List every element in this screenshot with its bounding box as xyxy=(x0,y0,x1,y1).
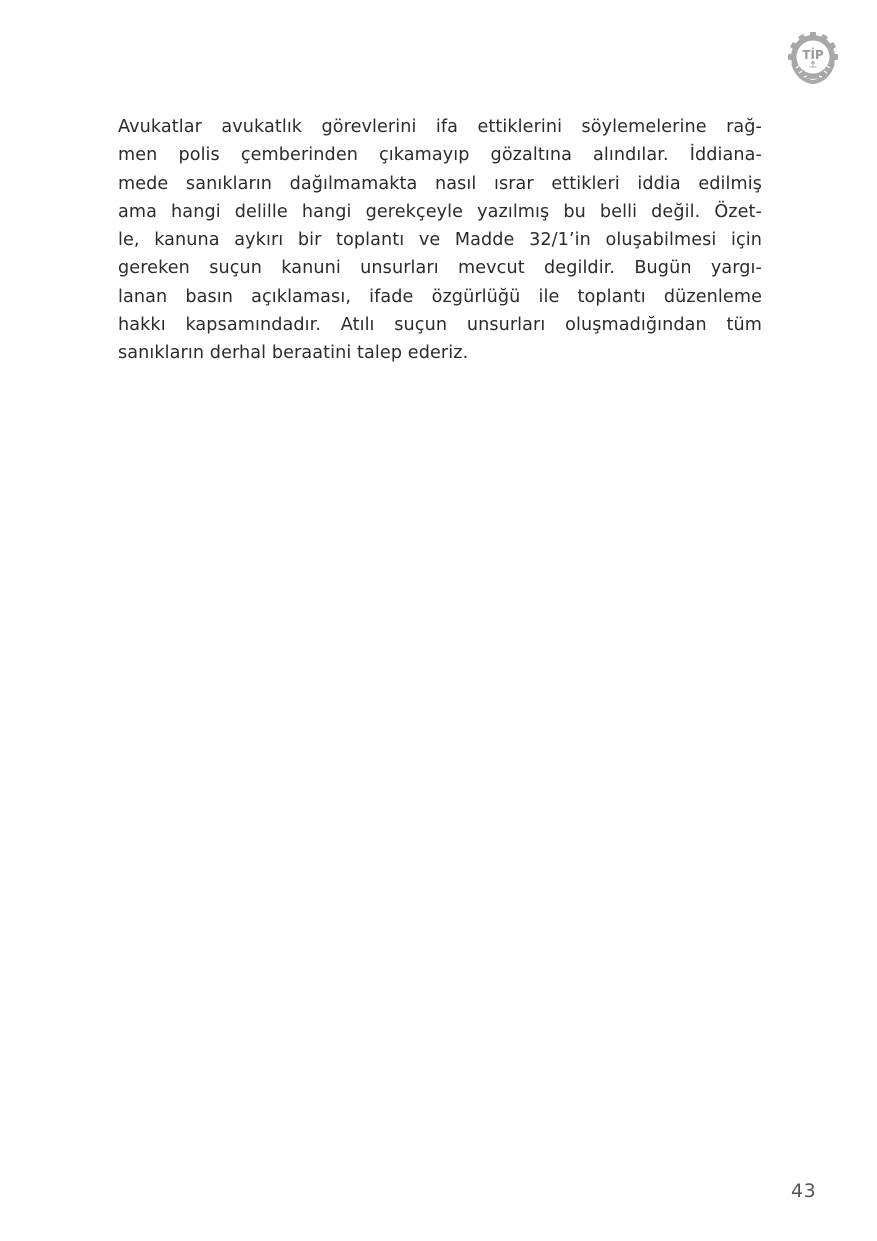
text-line: hakkı kapsamındadır. Atılı suçun unsurları oluşmadığından tüm xyxy=(118,315,762,336)
text-line: lanan basın açıklaması, ifade özgürlüğü ile toplantı düzenleme xyxy=(118,286,762,307)
logo-text: TİP xyxy=(802,48,824,62)
text-line: mede sanıkların dağılmamakta nasıl ısrar ettikleri iddia edilmiş xyxy=(118,173,762,194)
body-paragraph xyxy=(118,113,762,368)
text-line: men polis çemberinden çıkamayıp gözaltına alındılar. İddiana- xyxy=(118,145,762,166)
text-line: le, kanuna aykırı bir toplantı ve Madde 32/1’in oluşabilmesi için xyxy=(118,230,762,251)
page-number: 43 xyxy=(791,1180,817,1202)
text-line: sanıkların derhal beraatini talep ederiz. xyxy=(118,343,469,364)
text-line: gereken suçun kanuni unsurları mevcut degildir. Bugün yargı- xyxy=(118,258,762,279)
text-line: ama hangi delille hangi gerekçeyle yazılmış bu belli değil. Özet- xyxy=(118,201,762,222)
text-line: Avukatlar avukatlık görevlerini ifa ettiklerini söylemelerine rağ- xyxy=(118,117,762,137)
tip-emblem-icon xyxy=(784,30,842,88)
